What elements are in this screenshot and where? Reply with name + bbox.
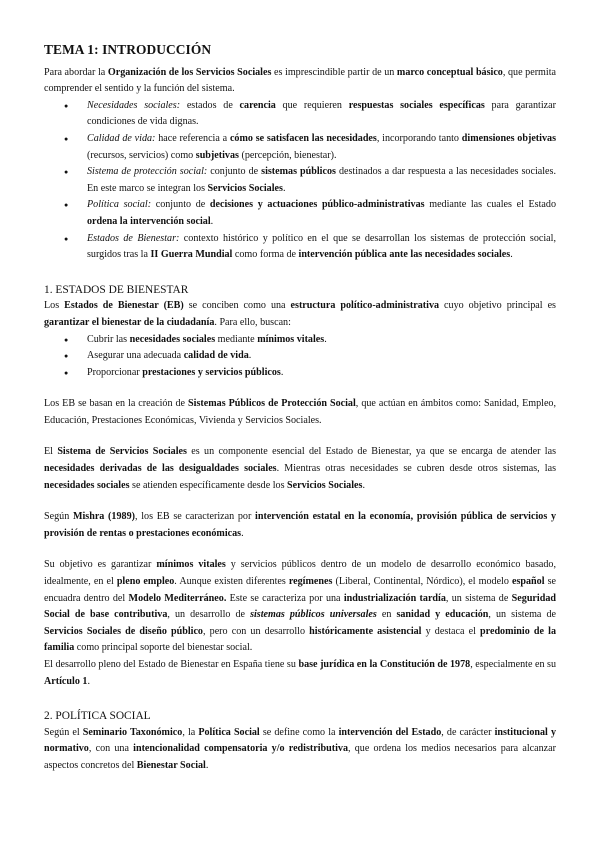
- text-run: . Mientras otras necesidades se cubren desde otros sistemas, las: [276, 463, 557, 475]
- bold-text: ordena la intervención social: [87, 215, 211, 227]
- bold-text: Servicios Sociales de diseño público: [44, 625, 203, 637]
- bold-text: sanidad y educación: [396, 609, 489, 621]
- bold-text: intervención pública ante las necesidades sociales: [298, 249, 511, 261]
- bold-text: base jurídica en la Constitución de 1978: [298, 659, 471, 670]
- bold-text: decisiones y actuaciones público-administrativas: [209, 199, 425, 211]
- text-run: .: [282, 182, 286, 194]
- text-run: como principal soporte del bienestar social.: [74, 642, 253, 654]
- section-heading-politica-social: 2. POLÍTICA SOCIAL: [44, 710, 151, 723]
- text-run: en: [376, 609, 397, 621]
- section1-paragraph-2: [44, 396, 556, 429]
- text-run: (percepción, bienestar).: [238, 149, 337, 161]
- text-run: Proporcionar: [87, 366, 143, 378]
- bold-text: Artículo 1: [44, 675, 88, 687]
- bold-text: subjetivas: [195, 149, 239, 161]
- text-run: se conciben como una: [183, 300, 291, 312]
- text-run: , un desarrollo de: [167, 609, 251, 621]
- bold-text: necesidades sociales: [44, 479, 130, 491]
- bold-text: industrialización tardía: [343, 592, 446, 604]
- text-run: Según el: [44, 726, 83, 738]
- text-run: Asegurar una adecuada: [87, 350, 184, 362]
- bold-text: mínimos vitales: [257, 333, 325, 345]
- text-run: El: [44, 446, 58, 458]
- text-run: es imprescindible partir de un: [271, 66, 397, 78]
- italic-text: Política social:: [87, 199, 152, 211]
- text-run: cuyo objetivo principal es: [439, 300, 556, 312]
- text-run: .: [87, 675, 90, 687]
- bold-text: estructura político-administrativa: [290, 300, 440, 312]
- bold-text: Sistemas Públicos de Protección Social: [188, 398, 356, 410]
- bold-text: marco conceptual básico: [396, 66, 503, 78]
- bold-text: Seminario Taxonómico: [82, 726, 183, 738]
- text-run: hace referencia a: [155, 132, 230, 144]
- text-run: conjunto de: [207, 166, 262, 178]
- text-run: .: [324, 333, 327, 345]
- bold-text: Estados de Bienestar (EB): [64, 300, 184, 312]
- section1-paragraph-6: [44, 657, 556, 690]
- bold-text: mínimos vitales: [156, 559, 226, 571]
- bold-text: calidad de vida: [183, 350, 249, 362]
- text-run: Los EB se basan en la creación de: [44, 398, 189, 410]
- section1-paragraph-3: [44, 444, 556, 494]
- bold-text: Servicios Sociales: [287, 479, 363, 491]
- text-run: . Aunque existen diferentes: [174, 576, 289, 588]
- text-run: , un sistema de: [445, 592, 512, 604]
- bold-text: Seguridad Social de base contributiva: [44, 592, 556, 621]
- bold-text: necesidades sociales: [129, 333, 216, 345]
- text-run: Los: [44, 300, 65, 312]
- text-run: y destaca el: [421, 625, 481, 637]
- bold-text: Sistema de Servicios Sociales: [57, 446, 187, 458]
- text-run: , de carácter: [441, 726, 495, 738]
- text-run: para garantizar condiciones de vida dignas.: [87, 99, 556, 128]
- text-run: se define como la: [259, 726, 339, 738]
- text-run: mediante: [215, 333, 258, 345]
- bold-text: garantizar el bienestar de la ciudadanía: [44, 316, 215, 328]
- text-run: . Para ello, buscan:: [214, 316, 291, 328]
- text-run: Cubrir las: [87, 333, 130, 345]
- bold-text: Bienestar Social: [136, 759, 206, 771]
- bold-text: Modelo Mediterráneo.: [128, 592, 227, 604]
- text-run: Para abordar la: [44, 66, 108, 78]
- bold-text: sistemas públicos universales: [250, 609, 377, 621]
- text-run: .: [510, 249, 513, 261]
- bold-text: Política Social: [198, 726, 260, 738]
- concept-item-calidad-de-vida: [87, 131, 556, 164]
- text-run: y servicios públicos dentro de un modelo de desarrollo económico basado, idealmente, en el: [44, 559, 557, 588]
- bold-text: regímenes: [288, 576, 333, 588]
- text-run: , que ordena los medios necesarios para alcanzar aspectos concretos del: [44, 743, 556, 771]
- section2-paragraph-1: [44, 725, 556, 775]
- concept-item-sistema-proteccion-social: [87, 164, 556, 197]
- concept-item-politica-social: [87, 197, 556, 230]
- section1-paragraph-5: [44, 557, 556, 657]
- section1-paragraph-1: [44, 298, 556, 331]
- bold-text: Servicios Sociales: [207, 182, 283, 194]
- section1-bullet-list: [44, 332, 556, 382]
- bold-text: intervención estatal en la economía, provisión pública de servicios y provisión de rentas o prestaciones económicas: [44, 511, 556, 539]
- concept-list: [44, 98, 556, 264]
- bold-text: dimensiones objetivas: [461, 132, 556, 144]
- text-run: .: [280, 366, 284, 378]
- text-run: que requieren: [275, 99, 349, 111]
- text-run: , la: [182, 726, 199, 738]
- bold-text: Organización de los Servicios Sociales: [107, 66, 272, 78]
- text-run: .: [241, 527, 244, 539]
- concept-item-necesidades-sociales: [87, 98, 556, 131]
- text-run: conjunto de: [151, 199, 210, 211]
- bold-text: sistemas públicos: [261, 166, 336, 178]
- text-run: estados de: [180, 99, 240, 111]
- section1-bullet-item: [87, 332, 556, 349]
- text-run: , con una: [88, 743, 134, 755]
- bold-text: prestaciones y servicios públicos: [142, 366, 281, 378]
- bold-text: cómo se satisfacen las necesidades: [229, 132, 377, 144]
- text-run: mediante las cuales el Estado: [424, 199, 556, 211]
- bold-text: respuestas sociales específicas: [348, 99, 485, 111]
- text-run: Este se caracteriza por una: [226, 592, 344, 604]
- intro-paragraph: [44, 65, 556, 98]
- text-run: Según: [44, 511, 73, 523]
- bold-text: II Guerra Mundial: [150, 249, 233, 261]
- text-run: , pero con un desarrollo: [202, 625, 310, 637]
- bold-text: predominio de la familia: [44, 625, 556, 654]
- italic-text: Necesidades sociales:: [87, 99, 181, 111]
- italic-text: Calidad de vida:: [87, 132, 156, 144]
- bold-text: Mishra (1989): [72, 511, 135, 523]
- bold-text: históricamente asistencial: [309, 625, 422, 637]
- italic-text: Sistema de protección social:: [87, 166, 208, 178]
- bold-text: intencionalidad compensatoria y/o redistributiva: [133, 743, 349, 755]
- text-run: .: [205, 759, 209, 771]
- text-run: El desarrollo pleno del Estado de Bienestar en España tiene su: [44, 659, 299, 670]
- text-run: , un sistema de: [488, 609, 556, 621]
- text-run: , los EB se caracterizan por: [134, 511, 256, 523]
- concept-item-estados-de-bienestar: [87, 231, 556, 264]
- bold-text: necesidades derivadas de las desigualdades sociales: [44, 463, 277, 475]
- text-run: , que permita comprender el sentido y la función del sistema.: [44, 66, 556, 95]
- bold-text: intervención del Estado: [338, 726, 442, 738]
- text-run: como forma de: [232, 249, 299, 261]
- text-run: es un componente esencial del Estado de Bienestar, ya que se encarga de atender las: [186, 446, 556, 458]
- text-run: Su objetivo es garantizar: [44, 559, 157, 571]
- text-run: se encuadra dentro del: [44, 576, 557, 604]
- section-heading-estados-bienestar: 1. ESTADOS DE BIENESTAR: [44, 283, 189, 296]
- text-run: (recursos, servicios) como: [87, 149, 196, 161]
- italic-text: Estados de Bienestar:: [87, 232, 180, 244]
- text-run: , que actúan en ámbitos como: Sanidad, Empleo, Educación, Prestaciones Económicas, Vivienda y Servicios Sociales.: [44, 398, 556, 426]
- text-run: destinados a dar respuesta a las necesidades sociales. En este marco se integran los: [87, 166, 556, 194]
- section1-bullet-item: [87, 348, 556, 365]
- text-run: , incorporando tanto: [376, 132, 462, 144]
- text-run: se atienden específicamente desde los: [129, 479, 288, 491]
- text-run: .: [362, 479, 365, 491]
- bold-text: carencia: [239, 99, 276, 111]
- text-run: (Liberal, Continental, Nórdico), el modelo: [332, 576, 512, 588]
- text-run: .: [210, 215, 214, 227]
- bold-text: institucional y normativo: [44, 726, 556, 755]
- text-run: , especialmente en su: [470, 659, 557, 670]
- text-run: contexto histórico y político en el que se desarrollan los sistemas de protección social, surgidos tras la: [87, 232, 556, 261]
- bold-text: pleno empleo: [116, 576, 175, 588]
- document-title: TEMA 1: INTRODUCCIÓN: [44, 42, 212, 57]
- text-run: .: [248, 350, 252, 362]
- bold-text: español: [511, 576, 545, 588]
- section1-bullet-item: [87, 365, 556, 382]
- section1-paragraph-4: [44, 509, 556, 542]
